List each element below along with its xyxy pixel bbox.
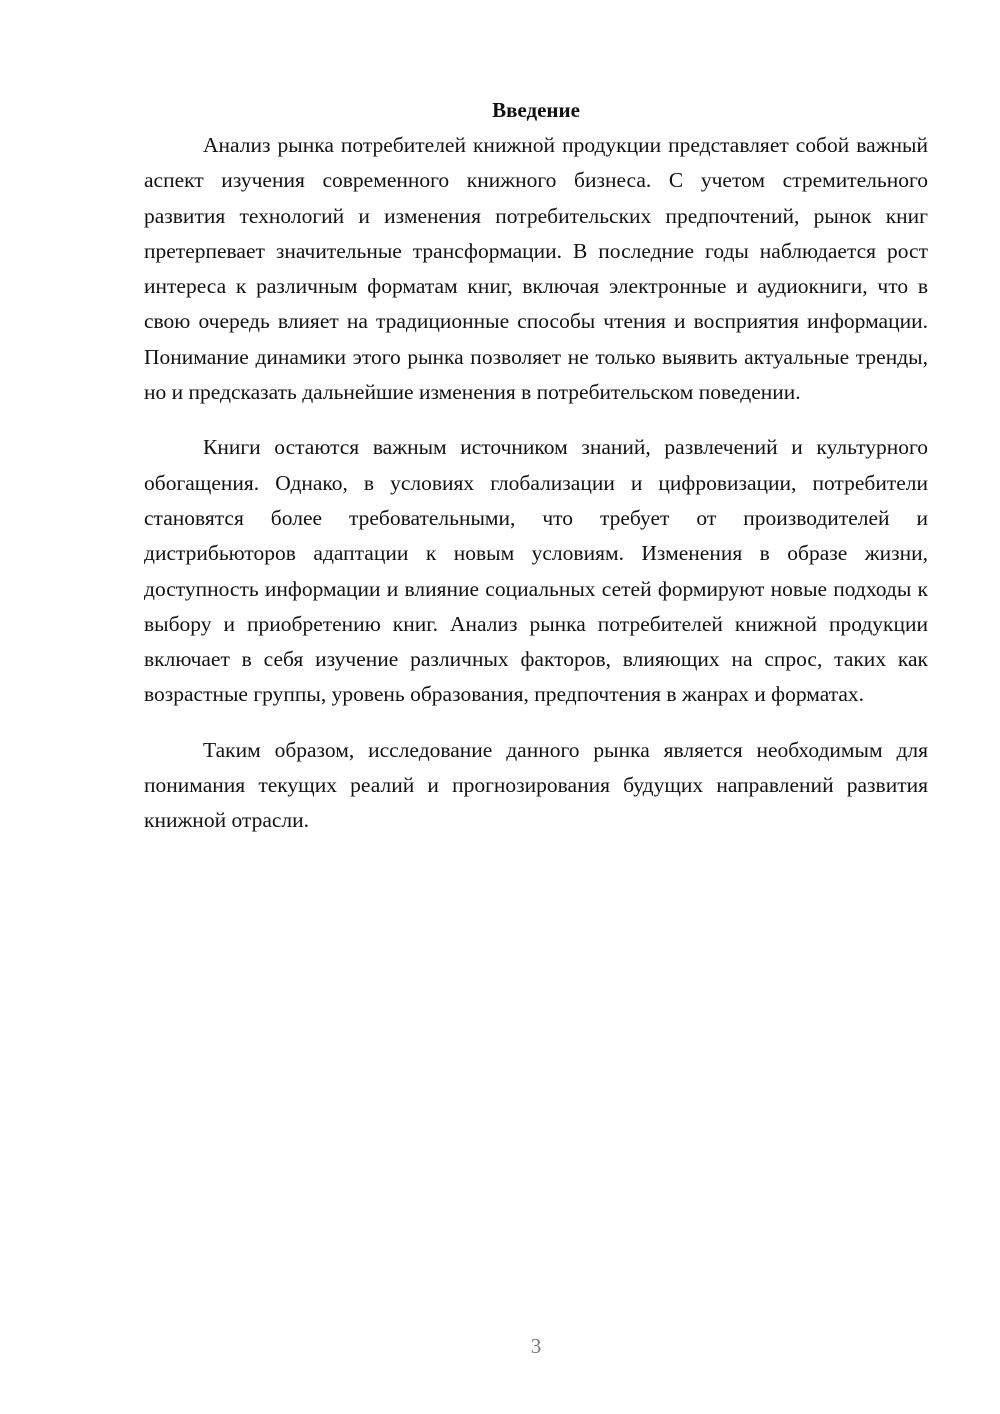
- page-number: 3: [530, 1334, 542, 1358]
- page-content: [144, 92, 928, 839]
- paragraph-1: Анализ рынка потребителей книжной продукции представляет собой важный аспект изучения современного книжного бизнеса. С учетом стремительного развития технологий и изменения потребительских предпочтений, рынок книг претерпевает значительные трансформации. В последние годы наблюдается рост интереса к различным форматам книг, включая электронные и аудиокниги, что в свою очередь влияет на традиционные способы чтения и восприятия информации. Понимание динамики этого рынка позволяет не только выявить актуальные тренды, но и предсказать дальнейшие изменения в потребительском поведении.: [144, 133, 928, 405]
- section-heading: Введение: [492, 98, 580, 122]
- paragraph-2: Книги остаются важным источником знаний, развлечений и культурного обогащения. Однако, в условиях глобализации и цифровизации, потребители становятся более требовательными, что требует от производителей и дистрибьюторов адаптации к новым условиям. Изменения в образе жизни, доступность информации и влияние социальных сетей формируют новые подходы к выбору и приобретению книг. Анализ рынка потребителей книжной продукции включает в себя изучение различных факторов, влияющих на спрос, таких как возрастные группы, уровень образования, предпочтения в жанрах и форматах.: [144, 435, 928, 707]
- paragraph-3: Таким образом, исследование данного рынка является необходимым для понимания текущих реалий и прогнозирования будущих направлений развития книжной отрасли.: [144, 737, 928, 833]
